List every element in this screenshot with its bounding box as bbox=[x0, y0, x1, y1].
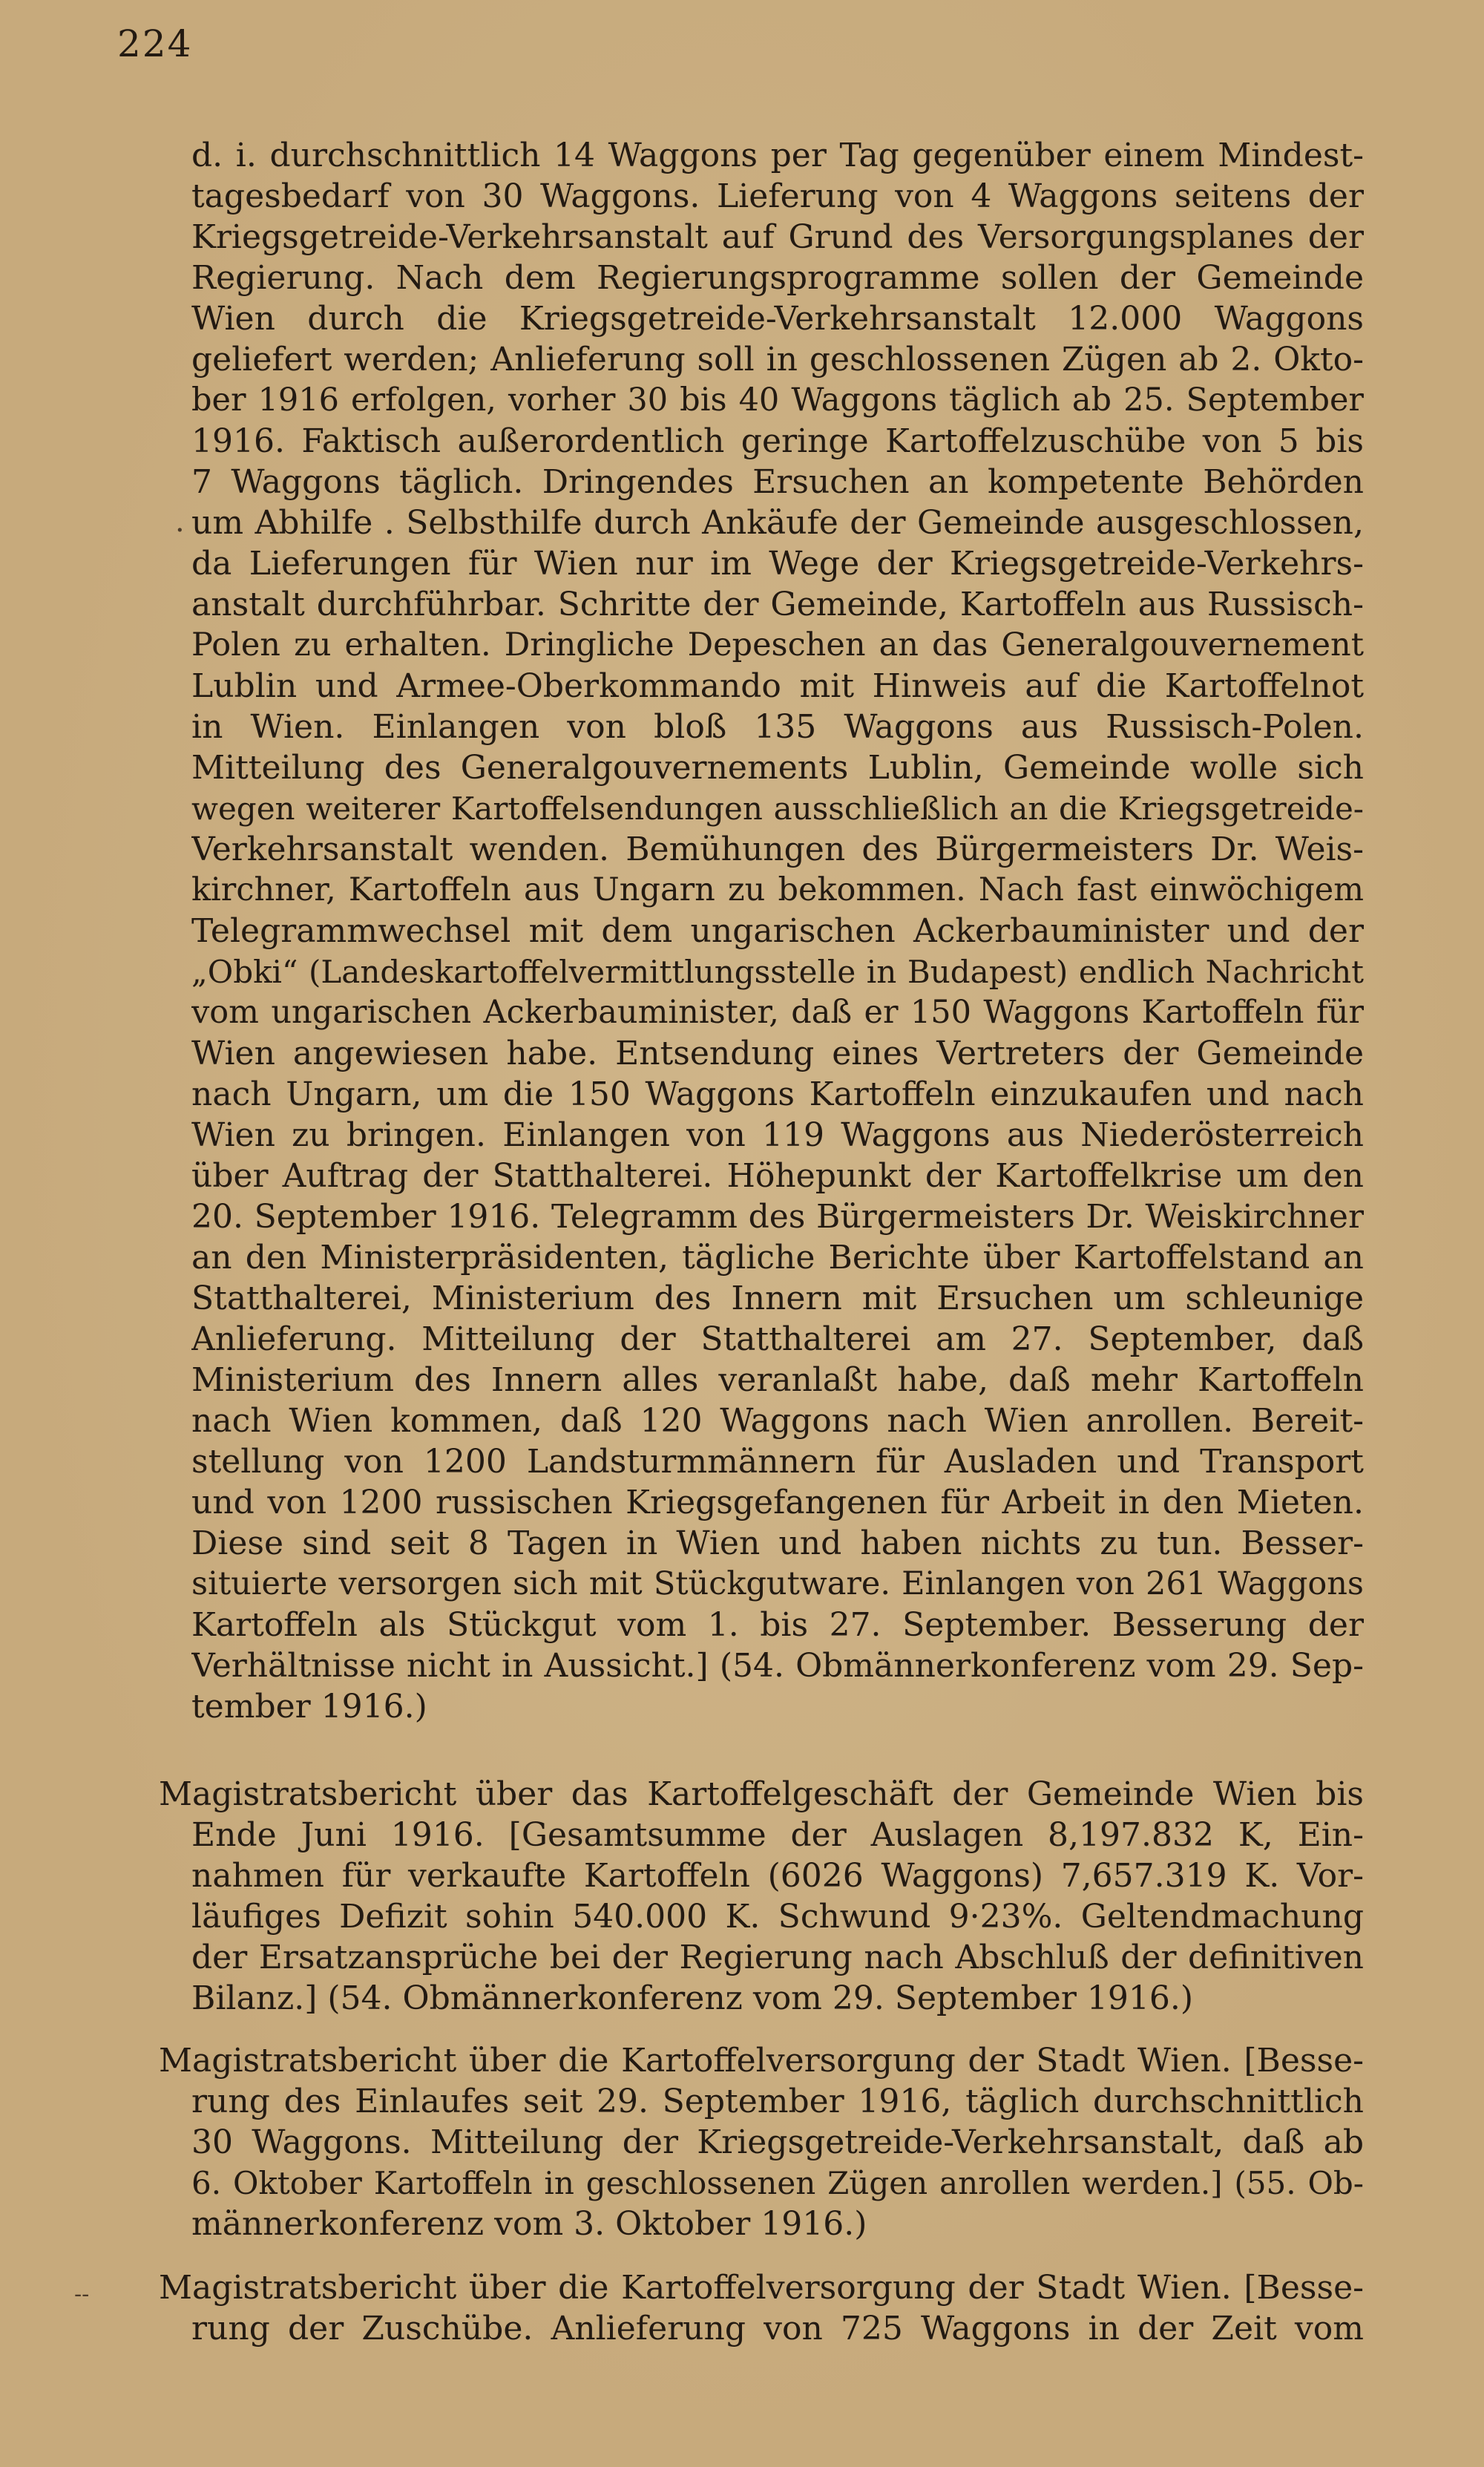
text-line: vom ungarischen Ackerbauminister, daß er 150 Waggons Kartoffeln für bbox=[191, 994, 1364, 1031]
text-line: 30 Waggons. Mitteilung der Kriegsgetreide-Verkehrsanstalt, daß ab bbox=[191, 2123, 1364, 2161]
text-line: situierte versorgen sich mit Stückgutware. Einlangen von 261 Waggons bbox=[191, 1565, 1364, 1602]
text-line: Statthalterei, Ministerium des Innern mit Ersuchen um schleunige bbox=[191, 1280, 1364, 1317]
text-line: 7 Waggons täglich. Dringendes Ersuchen an kompetente Behörden bbox=[191, 463, 1364, 501]
text-line: d. i. durchschnittlich 14 Waggons per Tag gegenüber einem Mindest- bbox=[191, 137, 1364, 174]
text-line: nach Wien kommen, daß 120 Waggons nach Wien anrollen. Bereit- bbox=[191, 1402, 1364, 1440]
text-line: tember 1916.) bbox=[191, 1688, 427, 1726]
text-line: Lublin und Armee-Oberkommando mit Hinweis auf die Kartoffelnot bbox=[191, 667, 1364, 705]
text-line: ber 1916 erfolgen, vorher 30 bis 40 Waggons täglich ab 25. September bbox=[191, 381, 1364, 419]
text-line: Regierung. Nach dem Regierungsprogramme sollen der Gemeinde bbox=[191, 259, 1364, 297]
report-entry-1 bbox=[159, 1774, 1364, 2019]
report-entry-2 bbox=[159, 2040, 1364, 2244]
text-line: Wien angewiesen habe. Entsendung eines Vertreters der Gemeinde bbox=[191, 1035, 1364, 1072]
text-line: 20. September 1916. Telegramm des Bürgermeisters Dr. Weiskirchner bbox=[191, 1198, 1364, 1236]
text-line: in Wien. Einlangen von bloß 135 Waggons aus Russisch-Polen. bbox=[191, 708, 1364, 746]
text-line: Verhältnisse nicht in Aussicht.] (54. Obmännerkonferenz vom 29. Sep- bbox=[191, 1647, 1364, 1685]
text-line: wegen weiterer Kartoffelsendungen ausschließlich an die Kriegsgetreide- bbox=[191, 790, 1364, 827]
continuation-paragraph bbox=[191, 135, 1364, 1727]
text-line: Mitteilung des Generalgouvernements Lublin, Gemeinde wolle sich bbox=[191, 749, 1364, 787]
text-line: „Obki“ (Landeskartoffelvermittlungsstelle in Budapest) endlich Nachricht bbox=[191, 954, 1364, 990]
text-line: geliefert werden; Anlieferung soll in geschlossenen Zügen ab 2. Okto- bbox=[191, 341, 1364, 379]
text-line: stellung von 1200 Landsturmmännern für Ausladen und Transport bbox=[191, 1443, 1364, 1481]
text-line: Wien durch die Kriegsgetreide-Verkehrsanstalt 12.000 Waggons bbox=[191, 300, 1364, 338]
margin-dot-mark: · bbox=[175, 514, 185, 548]
text-line: an den Ministerpräsidenten, tägliche Berichte über Kartoffelstand an bbox=[191, 1239, 1364, 1277]
text-line: Magistratsbericht über das Kartoffelgeschäft der Gemeinde Wien bis bbox=[159, 1775, 1364, 1813]
text-line: Magistratsbericht über die Kartoffelversorgung der Stadt Wien. [Besse- bbox=[159, 2042, 1364, 2080]
text-line: Kriegsgetreide-Verkehrsanstalt auf Grund des Versorgungsplanes der bbox=[191, 218, 1364, 256]
text-line: Ministerium des Innern alles veranlaßt habe, daß mehr Kartoffeln bbox=[191, 1361, 1364, 1399]
text-line: tagesbedarf von 30 Waggons. Lieferung von 4 Waggons seitens der bbox=[191, 177, 1364, 215]
text-line: 1916. Faktisch außerordentlich geringe Kartoffelzuschübe von 5 bis bbox=[191, 422, 1364, 460]
text-line: Kartoffeln als Stückgut vom 1. bis 27. September. Besserung der bbox=[191, 1606, 1364, 1644]
text-line: Verkehrsanstalt wenden. Bemühungen des Bürgermeisters Dr. Weis- bbox=[191, 830, 1364, 868]
text-line: Magistratsbericht über die Kartoffelversorgung der Stadt Wien. [Besse- bbox=[159, 2269, 1364, 2307]
text-line: rung der Zuschübe. Anlieferung von 725 Waggons in der Zeit vom bbox=[191, 2310, 1364, 2348]
text-line: Anlieferung. Mitteilung der Statthalterei am 27. September, daß bbox=[191, 1320, 1364, 1358]
text-line: und von 1200 russischen Kriegsgefangenen für Arbeit in den Mieten. bbox=[191, 1484, 1364, 1521]
text-line: Bilanz.] (54. Obmännerkonferenz vom 29. September 1916.) bbox=[191, 1979, 1193, 2017]
text-line: der Ersatzansprüche bei der Regierung nach Abschluß der definitiven bbox=[191, 1939, 1364, 1976]
report-entry-3 bbox=[159, 2267, 1364, 2349]
text-line: 6. Oktober Kartoffeln in geschlossenen Zügen anrollen werden.] (55. Ob- bbox=[191, 2165, 1364, 2201]
text-line: männerkonferenz vom 3. Oktober 1916.) bbox=[191, 2205, 867, 2243]
margin-dash-mark: -- bbox=[74, 2281, 90, 2307]
text-line: nach Ungarn, um die 150 Waggons Kartoffeln einzukaufen und nach bbox=[191, 1075, 1364, 1113]
text-line: Wien zu bringen. Einlangen von 119 Waggons aus Niederösterreich bbox=[191, 1116, 1364, 1154]
text-line: da Lieferungen für Wien nur im Wege der Kriegsgetreide-Verkehrs- bbox=[191, 545, 1364, 583]
text-line: Polen zu erhalten. Dringliche Depeschen an das Generalgouvernement bbox=[191, 626, 1364, 664]
text-line: kirchner, Kartoffeln aus Ungarn zu bekommen. Nach fast einwöchigem bbox=[191, 871, 1364, 908]
text-line: über Auftrag der Statthalterei. Höhepunkt der Kartoffelkrise um den bbox=[191, 1157, 1364, 1195]
page-number: 224 bbox=[117, 22, 193, 65]
text-line: Diese sind seit 8 Tagen in Wien und haben nichts zu tun. Besser- bbox=[191, 1524, 1364, 1562]
text-line: um Abhilfe . Selbsthilfe durch Ankäufe der Gemeinde ausgeschlossen, bbox=[191, 504, 1364, 542]
text-line: Ende Juni 1916. [Gesamtsumme der Auslagen 8,197.832 K, Ein- bbox=[191, 1816, 1364, 1854]
text-line: nahmen für verkaufte Kartoffeln (6026 Waggons) 7,657.319 K. Vor- bbox=[191, 1857, 1364, 1895]
text-line: rung des Einlaufes seit 29. September 1916, täglich durchschnittlich bbox=[191, 2083, 1364, 2120]
text-line: anstalt durchführbar. Schritte der Gemeinde, Kartoffeln aus Russisch- bbox=[191, 586, 1364, 623]
text-line: Telegrammwechsel mit dem ungarischen Ackerbauminister und der bbox=[191, 912, 1364, 950]
text-line: läufiges Defizit sohin 540.000 K. Schwund 9·23%. Geltendmachung bbox=[191, 1898, 1364, 1936]
